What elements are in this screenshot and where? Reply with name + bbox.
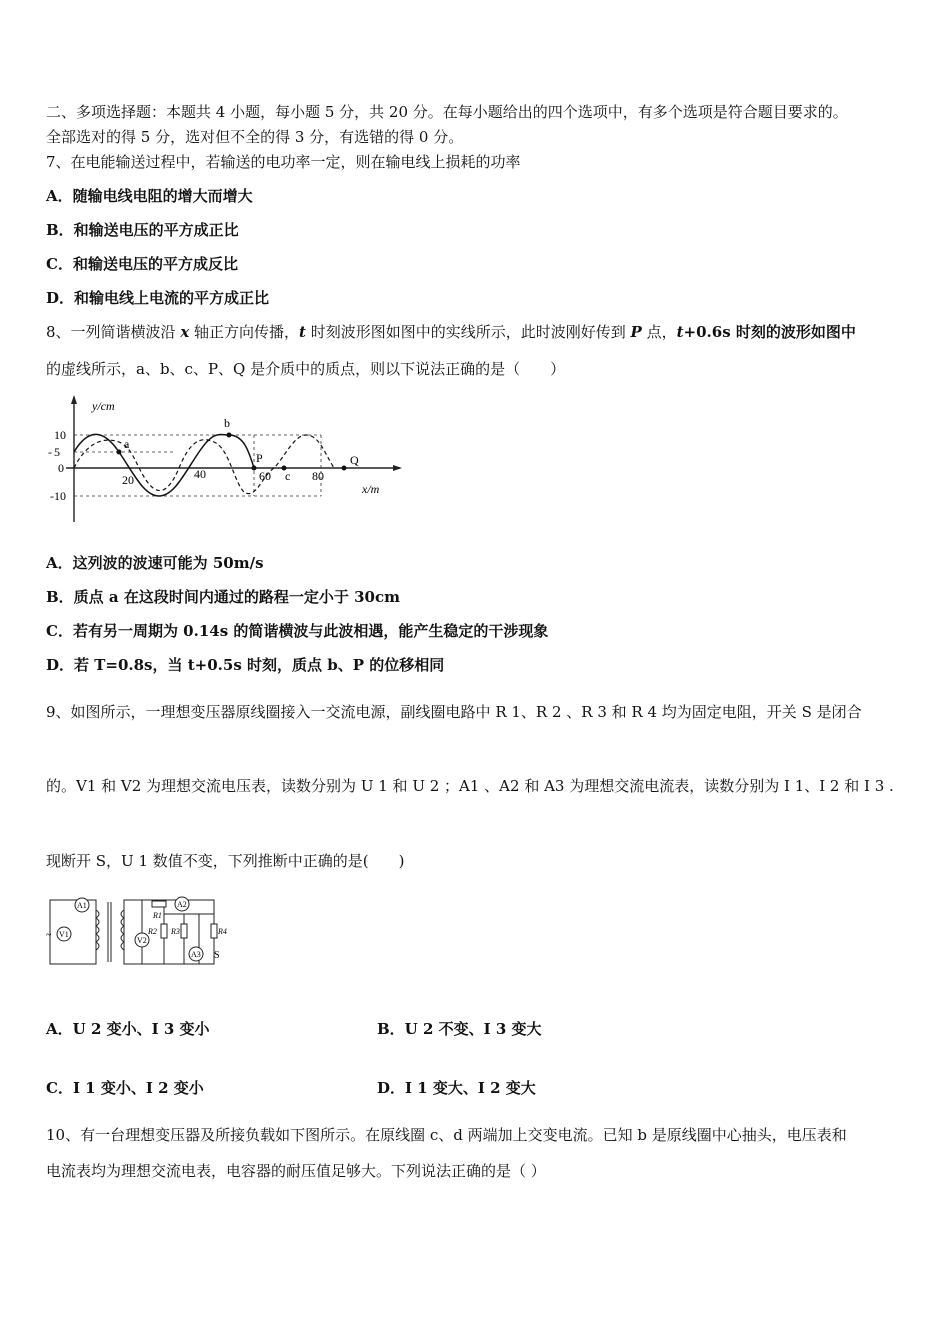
q10-stem-line1: 10、有一台理想变压器及所接负载如下图所示。在原线圈 c、d 两端加上交变电流。已知 b 是原线圈中心抽头，电压表和	[46, 1126, 847, 1144]
solid-wave	[74, 434, 254, 496]
y-axis-arrow	[71, 395, 77, 404]
section-header-line2: 全部选对的得 5 分，选对但不全的得 3 分，有选错的得 0 分。	[46, 128, 464, 146]
section-header-line1: 二、多项选择题：本题共 4 小题，每小题 5 分，共 20 分。在每小题给出的四个选项中，有多个选项是符合题目要求的。	[46, 103, 848, 121]
ammeter-a2-label: A2	[177, 900, 187, 909]
resistor-r3-label: R3	[171, 927, 180, 936]
x-tick-80: 80	[312, 469, 324, 483]
point-p-label: P	[256, 451, 263, 465]
point-c-label: c	[285, 469, 291, 483]
q10-stem-line2: 电流表均为理想交流电表，电容器的耐压值足够大。下列说法正确的是（ ）	[46, 1162, 546, 1180]
q8-option-c: C．若有另一周期为 0.14s 的简谐横波与此波相遇，能产生稳定的干涉现象	[46, 622, 549, 640]
point-b-label: b	[224, 416, 230, 430]
q9-option-b: B．U 2 不变、I 3 变大	[377, 1020, 542, 1038]
x-axis-arrow	[393, 465, 402, 471]
q7-option-c: C．和输送电压的平方成反比	[46, 255, 238, 273]
voltmeter-v2-label: V2	[137, 936, 147, 945]
q7-option-b: B．和输送电压的平方成正比	[46, 221, 239, 239]
y-tick-0: 0	[58, 461, 64, 475]
y-axis-label: y/cm	[92, 399, 115, 413]
q7-option-d: D．和输电线上电流的平方成正比	[46, 289, 270, 307]
x-tick-40: 40	[194, 467, 206, 481]
q7-option-a: A．随输电线电阻的增大而增大	[46, 187, 253, 205]
q8-stem-line1: 8、一列简谐横波沿 x 轴正方向传播，t 时刻波形图如图中的实线所示，此时波刚好传到 P 点，t+0.6s 时刻的波形如图中	[46, 323, 856, 341]
resistor-r4-label: R4	[218, 927, 227, 936]
ammeter-a1-label: A1	[77, 901, 87, 910]
x-tick-60: 60	[259, 469, 271, 483]
q9-option-d: D．I 1 变大、I 2 变大	[377, 1079, 536, 1097]
ammeter-a3-label: A3	[191, 950, 201, 959]
y-tick-neg10: -10	[50, 489, 66, 503]
q9-option-a: A．U 2 变小、I 3 变小	[46, 1020, 210, 1038]
q9-stem-line2: 的。V1 和 V2 为理想交流电压表，读数分别为 U 1 和 U 2 ；A1 、A2 和 A3 为理想交流电流表，读数分别为 I 1、I 2 和 I 3 .	[46, 777, 894, 795]
q9-circuit-diagram	[44, 892, 244, 972]
point-q-label: Q	[350, 453, 359, 467]
resistor-r1-label: R1	[153, 911, 162, 920]
resistor-r2-label: R2	[148, 927, 157, 936]
q9-option-c: C．I 1 变小、I 2 变小	[46, 1079, 204, 1097]
x-tick-20: 20	[122, 473, 134, 487]
x-axis-label: x/m	[362, 482, 380, 496]
q9-stem-line1: 9、如图所示，一理想变压器原线圈接入一交流电源，副线圈电路中 R 1、R 2 、R 3 和 R 4 均为固定电阻，开关 S 是闭合	[46, 703, 862, 721]
switch-s-label: S	[214, 950, 220, 961]
q8-option-a: A．这列波的波速可能为 50m/s	[46, 554, 264, 572]
svg-text:-: -	[48, 445, 52, 459]
q8-option-b: B．质点 a 在这段时间内通过的路程一定小于 30cm	[46, 588, 400, 606]
q9-stem-line3: 现断开 S，U 1 数值不变，下列推断中正确的是( )	[46, 852, 405, 870]
point-a-label: a	[124, 437, 130, 451]
q7-stem: 7、在电能输送过程中，若输送的电功率一定，则在输电线上损耗的功率	[46, 153, 521, 171]
y-tick-5: 5	[54, 445, 60, 459]
q8-wave-graph	[44, 392, 414, 532]
q8-option-d: D．若 T=0.8s，当 t+0.5s 时刻，质点 b、P 的位移相同	[46, 656, 445, 674]
voltmeter-v1-label: V1	[59, 930, 69, 939]
y-tick-10: 10	[54, 428, 66, 442]
q8-stem-line2: 的虚线所示，a、b、c、P、Q 是介质中的质点，则以下说法正确的是（ ）	[46, 360, 566, 378]
svg-text:~: ~	[46, 930, 52, 941]
